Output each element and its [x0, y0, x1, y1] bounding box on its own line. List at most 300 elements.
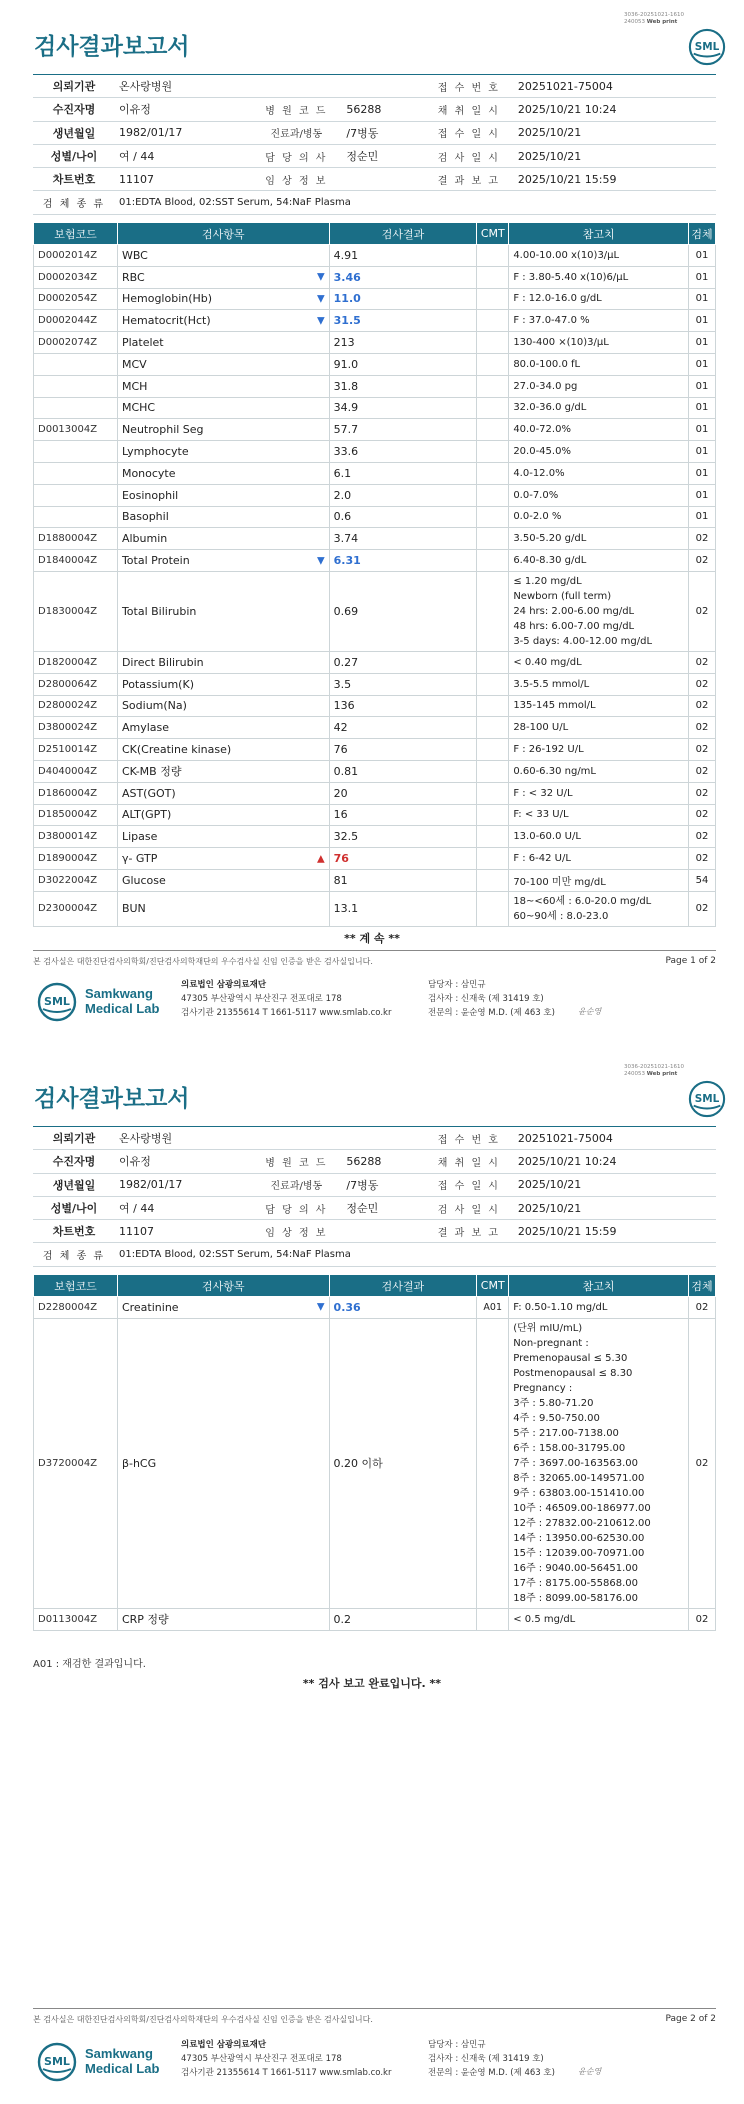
- chart-no-label: 차트번호: [33, 168, 115, 191]
- specimen-code: 02: [688, 739, 715, 761]
- reference-range: 20.0-45.0%: [509, 441, 689, 463]
- comment-code: [477, 288, 509, 310]
- test-result-value: 20: [329, 782, 477, 804]
- col-spec-header: 검체: [688, 1275, 715, 1297]
- org-contact: 검사기관 21355614 T 1661-5117 www.smlab.co.kr: [181, 1008, 392, 1018]
- comment-code: [477, 353, 509, 375]
- comment-code: [477, 869, 509, 891]
- test-result-value: 31.5: [329, 310, 477, 332]
- result-row: [34, 760, 716, 782]
- test-date-value: 2025/10/21: [514, 144, 716, 167]
- reference-range: 28-100 U/L: [509, 717, 689, 739]
- doctor-value: 정순민: [342, 144, 424, 167]
- specimen-code: 01: [688, 441, 715, 463]
- doctor-label: 담 당 의 사: [250, 144, 342, 167]
- specimen-code: 01: [688, 288, 715, 310]
- institution-label: 의뢰기관: [33, 1127, 115, 1150]
- test-item-name: MCH: [117, 375, 329, 397]
- signature: 윤순영: [578, 1007, 602, 1016]
- institution-label: 의뢰기관: [33, 75, 115, 98]
- signature: 윤순영: [578, 2067, 602, 2076]
- comment-code: [477, 310, 509, 332]
- test-item-name: AST(GOT): [117, 782, 329, 804]
- specimen-value: 01:EDTA Blood, 02:SST Serum, 54:NaF Plasma: [115, 191, 716, 214]
- comment-code: [477, 891, 509, 926]
- specimen-code: 02: [688, 848, 715, 870]
- specimen-code: 01: [688, 245, 715, 267]
- receipt-no-label: 접 수 번 호: [424, 1127, 514, 1150]
- low-flag-arrow-icon: ▼: [316, 271, 325, 283]
- reference-range: F: < 33 U/L: [509, 804, 689, 826]
- specimen-code: 02: [688, 717, 715, 739]
- reference-range: 130-400 ×(10)3/μL: [509, 332, 689, 354]
- certification-note: 본 검사실은 대한진단검사의학회/진단검사의학재단의 우수검사실 신임 인증을 받은 검사실입니다.: [33, 957, 373, 966]
- comment-code: [477, 782, 509, 804]
- result-row: [34, 375, 716, 397]
- specimen-code: 01: [688, 462, 715, 484]
- sml-footer-logo-icon: [37, 2042, 77, 2082]
- test-result-value: 0.2: [329, 1608, 477, 1630]
- chart-no-value: 11107: [115, 168, 250, 191]
- sml-footer-logo-icon: [37, 982, 77, 1022]
- sex-age-value: 여 / 44: [115, 1196, 250, 1219]
- sex-age-label: 성별/나이: [33, 144, 115, 167]
- test-item-name: Eosinophil: [117, 484, 329, 506]
- insurance-code: D0002014Z: [34, 245, 118, 267]
- col-item-header: 검사항목: [117, 1275, 329, 1297]
- test-result-value: 42: [329, 717, 477, 739]
- receipt-date-value: 2025/10/21: [514, 121, 716, 144]
- reference-range: < 0.40 mg/dL: [509, 651, 689, 673]
- sex-age-label: 성별/나이: [33, 1196, 115, 1219]
- hospital-code-label: 병 원 코 드: [250, 1150, 342, 1173]
- collect-date-value: 2025/10/21 10:24: [514, 98, 716, 121]
- reference-range: 0.0-7.0%: [509, 484, 689, 506]
- specimen-code: 02: [688, 826, 715, 848]
- test-item-name: Lymphocyte: [117, 441, 329, 463]
- brand-line-2: Medical Lab: [85, 1001, 160, 1016]
- comment-code: [477, 673, 509, 695]
- result-row: [34, 695, 716, 717]
- insurance-code: D2510014Z: [34, 739, 118, 761]
- reference-range: F : 6-42 U/L: [509, 848, 689, 870]
- reference-range: 3.50-5.20 g/dL: [509, 528, 689, 550]
- insurance-code: [34, 353, 118, 375]
- org-name: 의료법인 삼광의료재단: [181, 980, 267, 990]
- clinical-info-value: [342, 168, 424, 191]
- insurance-code: D1890004Z: [34, 848, 118, 870]
- test-item-name: Albumin: [117, 528, 329, 550]
- footer-divider: [33, 2008, 716, 2009]
- specimen-code: 01: [688, 332, 715, 354]
- result-row: [34, 332, 716, 354]
- test-result-value: 91.0: [329, 353, 477, 375]
- svg-text:SML: SML: [44, 995, 70, 1008]
- insurance-code: D0013004Z: [34, 419, 118, 441]
- comment-code: [477, 1608, 509, 1630]
- reference-range: ≤ 1.20 mg/dL Newborn (full term) 24 hrs: 2.00-6.00 mg/dL 48 hrs: 6.00-7.00 mg/dL 3-5 days: 4.00-12.00 mg/dL: [509, 571, 689, 651]
- test-result-value: 0.27: [329, 651, 477, 673]
- reference-range: 0.0-2.0 %: [509, 506, 689, 528]
- comment-code: [477, 506, 509, 528]
- test-result-value: 213: [329, 332, 477, 354]
- col-cmt-header: CMT: [477, 223, 509, 245]
- specimen-code: 01: [688, 506, 715, 528]
- comment-code: [477, 826, 509, 848]
- receipt-date-value: 2025/10/21: [514, 1173, 716, 1196]
- specimen-code: 02: [688, 1608, 715, 1630]
- patient-name-label: 수진자명: [33, 1150, 115, 1173]
- page-title: 검사결과보고서: [34, 1086, 190, 1112]
- col-result-header: 검사결과: [329, 223, 477, 245]
- test-result-value: 11.0: [329, 288, 477, 310]
- comment-code: [477, 717, 509, 739]
- insurance-code: [34, 484, 118, 506]
- doctor-label: 담 당 의 사: [250, 1196, 342, 1219]
- report-page-2: [0, 1052, 744, 2104]
- comment-code: [477, 266, 509, 288]
- reference-range: F : 26-192 U/L: [509, 739, 689, 761]
- comment-code: [477, 528, 509, 550]
- insurance-code: D3800014Z: [34, 826, 118, 848]
- page-number: Page 2 of 2: [665, 2014, 716, 2024]
- insurance-code: [34, 375, 118, 397]
- dept-label: 진료과/병동: [250, 121, 342, 144]
- receipt-no-value: 20251021-75004: [514, 75, 716, 98]
- collect-date-label: 채 취 일 시: [424, 98, 514, 121]
- staff-tester: 검사자 : 신재욱 (제 31419 호): [428, 2054, 544, 2064]
- test-result-value: 136: [329, 695, 477, 717]
- result-row: [34, 528, 716, 550]
- insurance-code: [34, 441, 118, 463]
- staff-tester: 검사자 : 신재욱 (제 31419 호): [428, 994, 544, 1004]
- result-row: [34, 397, 716, 419]
- test-date-label: 검 사 일 시: [424, 144, 514, 167]
- reference-range: 0.60-6.30 ng/mL: [509, 760, 689, 782]
- specimen-code: 01: [688, 484, 715, 506]
- staff-manager: 담당자 : 삼민규: [428, 2040, 486, 2050]
- result-row: [34, 1608, 716, 1630]
- report-complete-text: ** 검사 보고 완료입니다. **: [302, 1677, 442, 1690]
- test-item-name: Sodium(Na): [117, 695, 329, 717]
- col-code-header: 보험코드: [34, 223, 118, 245]
- dept-label: 진료과/병동: [250, 1173, 342, 1196]
- clinical-info-label: 임 상 정 보: [250, 168, 342, 191]
- comment-code: [477, 419, 509, 441]
- staff-specialist: 전문의 : 윤순영 M.D. (제 463 호): [428, 2068, 555, 2078]
- reference-range: 32.0-36.0 g/dL: [509, 397, 689, 419]
- result-row: [34, 310, 716, 332]
- footer-staff: [428, 978, 555, 1020]
- print-stamp-id: 3036-20251021-1610: [624, 1064, 684, 1070]
- a01-note: A01 : 재검한 결과입니다.: [33, 1659, 146, 1670]
- col-ref-header: 참고치: [509, 223, 689, 245]
- low-flag-arrow-icon: ▼: [316, 293, 325, 305]
- col-item-header: 검사항목: [117, 223, 329, 245]
- specimen-code: 01: [688, 419, 715, 441]
- test-item-name: Potassium(K): [117, 673, 329, 695]
- patient-name-label: 수진자명: [33, 98, 115, 121]
- result-row: [34, 441, 716, 463]
- print-stamp: [624, 1064, 684, 1078]
- test-result-value: 81: [329, 869, 477, 891]
- patient-name-value: 이유정: [115, 1150, 250, 1173]
- test-result-value: 6.1: [329, 462, 477, 484]
- print-stamp-code: 240053: [624, 19, 646, 25]
- result-row: [34, 782, 716, 804]
- svg-text:SML: SML: [694, 40, 720, 53]
- insurance-code: D2280004Z: [34, 1297, 118, 1319]
- specimen-code: 01: [688, 397, 715, 419]
- brand-line-1: Samkwang: [85, 986, 153, 1001]
- results-table-page-1: [33, 222, 716, 927]
- brand-line-2: Medical Lab: [85, 2061, 160, 2076]
- test-result-value: 0.69: [329, 571, 477, 651]
- test-result-value: 4.91: [329, 245, 477, 267]
- comment-code: [477, 760, 509, 782]
- test-item-name: RBC ▼: [117, 266, 329, 288]
- sml-logo-icon: [688, 28, 726, 66]
- reference-range: 3.5-5.5 mmol/L: [509, 673, 689, 695]
- dob-value: 1982/01/17: [115, 121, 250, 144]
- specimen-code: 54: [688, 869, 715, 891]
- test-item-name: CK(Creatine kinase): [117, 739, 329, 761]
- col-spec-header: 검체: [688, 223, 715, 245]
- test-item-name: CK-MB 정량: [117, 760, 329, 782]
- test-result-value: 34.9: [329, 397, 477, 419]
- print-stamp: [624, 12, 684, 26]
- clinical-info-value: [342, 1220, 424, 1243]
- insurance-code: D2800024Z: [34, 695, 118, 717]
- footer-brand: [85, 2046, 159, 2076]
- insurance-code: [34, 397, 118, 419]
- comment-code: [477, 739, 509, 761]
- comment-code: [477, 375, 509, 397]
- reference-range: 40.0-72.0%: [509, 419, 689, 441]
- hospital-code-value: 56288: [342, 1150, 424, 1173]
- footer-brand: [85, 986, 159, 1016]
- comment-code: [477, 695, 509, 717]
- receipt-no-value: 20251021-75004: [514, 1127, 716, 1150]
- specimen-code: 01: [688, 375, 715, 397]
- print-stamp-web: Web print: [646, 1071, 678, 1077]
- test-item-name: ALT(GPT): [117, 804, 329, 826]
- dept-value: /7병동: [342, 121, 424, 144]
- insurance-code: [34, 462, 118, 484]
- col-code-header: 보험코드: [34, 1275, 118, 1297]
- comment-code: [477, 804, 509, 826]
- insurance-code: D3022004Z: [34, 869, 118, 891]
- test-item-name: Hematocrit(Hct) ▼: [117, 310, 329, 332]
- reference-range: 13.0-60.0 U/L: [509, 826, 689, 848]
- specimen-code: 01: [688, 266, 715, 288]
- test-item-name: Platelet: [117, 332, 329, 354]
- specimen-code: 02: [688, 1318, 715, 1608]
- test-item-name: BUN: [117, 891, 329, 926]
- test-item-name: γ- GTP ▲: [117, 848, 329, 870]
- test-item-name: WBC: [117, 245, 329, 267]
- receipt-date-label: 접 수 일 시: [424, 121, 514, 144]
- test-result-value: 13.1: [329, 891, 477, 926]
- insurance-code: D1840004Z: [34, 550, 118, 572]
- result-row: [34, 484, 716, 506]
- result-row: [34, 462, 716, 484]
- reference-range: 27.0-34.0 pg: [509, 375, 689, 397]
- test-result-value: 0.81: [329, 760, 477, 782]
- test-item-name: Direct Bilirubin: [117, 651, 329, 673]
- col-result-header: 검사결과: [329, 1275, 477, 1297]
- chart-no-value: 11107: [115, 1220, 250, 1243]
- insurance-code: D2800064Z: [34, 673, 118, 695]
- page-title: 검사결과보고서: [34, 34, 190, 60]
- print-stamp-id: 3036-20251021-1610: [624, 12, 684, 18]
- specimen-code: 02: [688, 804, 715, 826]
- test-item-name: CRP 정량: [117, 1608, 329, 1630]
- dob-label: 생년월일: [33, 121, 115, 144]
- report-date-label: 결 과 보 고: [424, 168, 514, 191]
- test-item-name: Total Protein ▼: [117, 550, 329, 572]
- comment-code: [477, 441, 509, 463]
- test-item-name: Creatinine ▼: [117, 1297, 329, 1319]
- chart-no-label: 차트번호: [33, 1220, 115, 1243]
- collect-date-value: 2025/10/21 10:24: [514, 1150, 716, 1173]
- insurance-code: D0002074Z: [34, 332, 118, 354]
- low-flag-arrow-icon: ▼: [316, 315, 325, 327]
- collect-date-label: 채 취 일 시: [424, 1150, 514, 1173]
- specimen-code: 02: [688, 760, 715, 782]
- test-result-value: 6.31: [329, 550, 477, 572]
- insurance-code: D1820004Z: [34, 651, 118, 673]
- test-item-name: Total Bilirubin: [117, 571, 329, 651]
- specimen-code: 02: [688, 1297, 715, 1319]
- hospital-code-value: 56288: [342, 98, 424, 121]
- comment-code: A01: [477, 1297, 509, 1319]
- result-row: [34, 826, 716, 848]
- results-body-page-1: [34, 245, 716, 927]
- result-row: [34, 419, 716, 441]
- col-ref-header: 참고치: [509, 1275, 689, 1297]
- low-flag-arrow-icon: ▼: [316, 555, 325, 567]
- report-date-value: 2025/10/21 15:59: [514, 168, 716, 191]
- reference-range: F : < 32 U/L: [509, 782, 689, 804]
- footer-organization: [181, 2038, 391, 2080]
- receipt-date-label: 접 수 일 시: [424, 1173, 514, 1196]
- insurance-code: D0002034Z: [34, 266, 118, 288]
- specimen-code: 01: [688, 353, 715, 375]
- result-row: [34, 739, 716, 761]
- footer-staff: [428, 2038, 555, 2080]
- reference-range: 80.0-100.0 fL: [509, 353, 689, 375]
- result-row: [34, 288, 716, 310]
- result-row: [34, 1318, 716, 1608]
- specimen-label: 검 체 종 류: [33, 191, 115, 214]
- test-date-label: 검 사 일 시: [424, 1196, 514, 1219]
- test-item-name: MCHC: [117, 397, 329, 419]
- comment-code: [477, 462, 509, 484]
- sex-age-value: 여 / 44: [115, 144, 250, 167]
- doctor-value: 정순민: [342, 1196, 424, 1219]
- page-number: Page 1 of 2: [665, 956, 716, 966]
- print-stamp-web: Web print: [646, 19, 678, 25]
- staff-manager: 담당자 : 삼민규: [428, 980, 486, 990]
- specimen-value: 01:EDTA Blood, 02:SST Serum, 54:NaF Plasma: [115, 1243, 716, 1266]
- result-row: [34, 506, 716, 528]
- insurance-code: D2300004Z: [34, 891, 118, 926]
- specimen-code: 02: [688, 651, 715, 673]
- comment-code: [477, 397, 509, 419]
- org-address: 47305 부산광역시 부산진구 전포대로 178: [181, 2054, 342, 2064]
- institution-value: 온사랑병원: [115, 75, 424, 98]
- dob-value: 1982/01/17: [115, 1173, 250, 1196]
- specimen-code: 02: [688, 571, 715, 651]
- result-row: [34, 550, 716, 572]
- test-result-value: 32.5: [329, 826, 477, 848]
- reference-range: F : 12.0-16.0 g/dL: [509, 288, 689, 310]
- result-row: [34, 891, 716, 926]
- result-row: [34, 717, 716, 739]
- reference-range: F : 37.0-47.0 %: [509, 310, 689, 332]
- insurance-code: D1880004Z: [34, 528, 118, 550]
- certification-note: 본 검사실은 대한진단검사의학회/진단검사의학재단의 우수검사실 신임 인증을 받은 검사실입니다.: [33, 2015, 373, 2024]
- insurance-code: D3720004Z: [34, 1318, 118, 1608]
- test-item-name: Amylase: [117, 717, 329, 739]
- reference-range: 4.0-12.0%: [509, 462, 689, 484]
- insurance-code: D0113004Z: [34, 1608, 118, 1630]
- reference-range: (단위 mIU/mL) Non-pregnant : Premenopausal ≤ 5.30 Postmenopausal ≤ 8.30 Pregnancy : 3주 : 5.80-71.20 4주 : 9.50-750.00 5주 : 217.00-7138.00 6주 : 158.00-31795.00 7주 : 3697.00-163563.00 8주 : 32065.00-149571.00 9주 : 63803.00-151410.00 10주 : 46509.00-186977.00 12주 : 27832.00-210612.00 14주 : 13950.00-62530.00 15주 : 12039.00-70971.00 16주 : 9040.00-56451.00 17주 : 8175.00-55868.00 18주 : 8099.00-58176.00: [509, 1318, 689, 1608]
- reference-range: < 0.5 mg/dL: [509, 1608, 689, 1630]
- reference-range: 135-145 mmol/L: [509, 695, 689, 717]
- footer-block: [33, 2036, 716, 2086]
- test-result-value: 57.7: [329, 419, 477, 441]
- svg-text:SML: SML: [694, 1092, 720, 1105]
- report-date-value: 2025/10/21 15:59: [514, 1220, 716, 1243]
- org-name: 의료법인 삼광의료재단: [181, 2040, 267, 2050]
- result-row: [34, 353, 716, 375]
- result-row: [34, 651, 716, 673]
- insurance-code: [34, 506, 118, 528]
- results-body-page-2: [34, 1297, 716, 1631]
- result-row: [34, 245, 716, 267]
- specimen-code: 02: [688, 891, 715, 926]
- low-flag-arrow-icon: ▼: [316, 1301, 325, 1313]
- test-result-value: 3.5: [329, 673, 477, 695]
- test-result-value: 33.6: [329, 441, 477, 463]
- high-flag-arrow-icon: ▲: [316, 853, 325, 865]
- footer-block: [33, 976, 716, 1026]
- test-result-value: 16: [329, 804, 477, 826]
- test-result-value: 76: [329, 739, 477, 761]
- test-result-value: 76: [329, 848, 477, 870]
- receipt-no-label: 접 수 번 호: [424, 75, 514, 98]
- patient-info-table: [33, 74, 716, 215]
- insurance-code: D3800024Z: [34, 717, 118, 739]
- specimen-code: 02: [688, 695, 715, 717]
- test-item-name: MCV: [117, 353, 329, 375]
- insurance-code: D1860004Z: [34, 782, 118, 804]
- reference-range: 6.40-8.30 g/dL: [509, 550, 689, 572]
- test-result-value: 0.20 이하: [329, 1318, 477, 1608]
- dept-value: /7병동: [342, 1173, 424, 1196]
- insurance-code: D0002044Z: [34, 310, 118, 332]
- reference-range: F : 3.80-5.40 x(10)6/μL: [509, 266, 689, 288]
- result-row: [34, 869, 716, 891]
- reference-range: 18~<60세 : 6.0-20.0 mg/dL 60~90세 : 8.0-23.0: [509, 891, 689, 926]
- brand-line-1: Samkwang: [85, 2046, 153, 2061]
- comment-code: [477, 651, 509, 673]
- comment-code: [477, 571, 509, 651]
- comment-code: [477, 332, 509, 354]
- result-row: [34, 266, 716, 288]
